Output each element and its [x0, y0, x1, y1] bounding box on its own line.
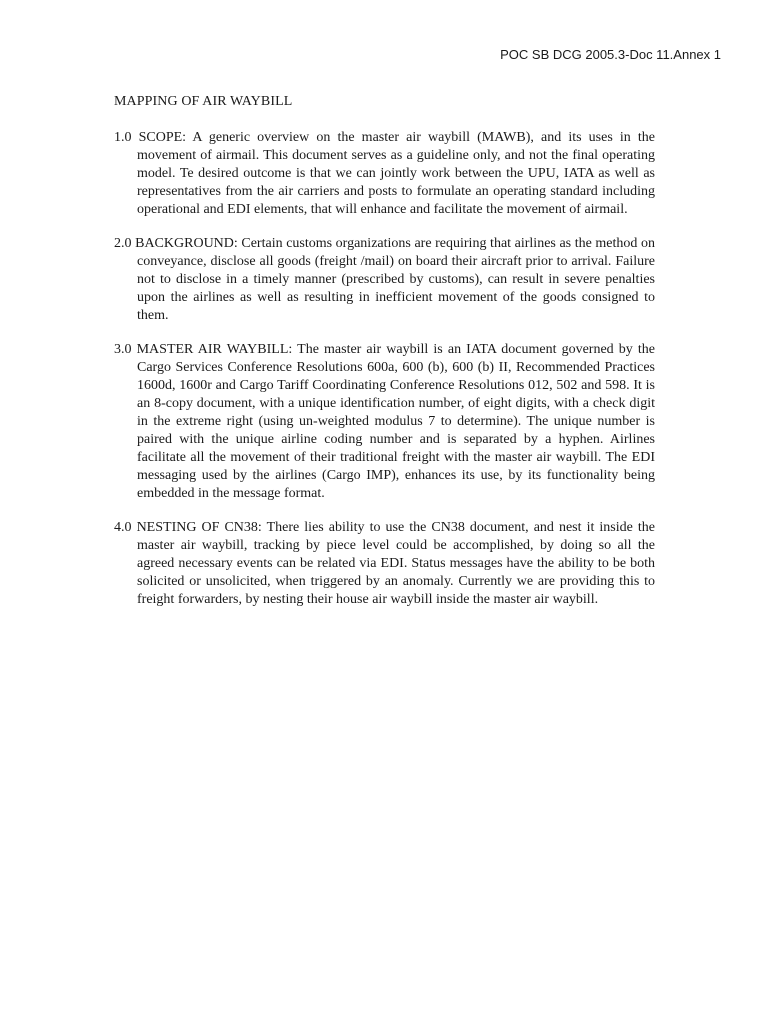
sections-list	[114, 129, 655, 625]
section-text: MASTER AIR WAYBILL: The master air waybill is an IATA document governed by the Cargo Services Conference Resolutions 600a, 600 (b), 600 (b) II, Recommended Practices 1600d, 1600r and Cargo Tariff Coordinating Conference Resolutions 012, 502 and 598. It is an 8-copy document, with a unique identification number, of eight digits, with a check digit in the extreme right (using un-weighted modulus 7 to determine). The unique number is paired with the unique airline coding number and is separated by a hyphen. Airlines facilitate all the movement of their traditional freight with the master air waybill. The EDI messaging used by the airlines (Cargo IMP), enhances its use, by its functionality being embedded in the message format.	[136, 342, 655, 501]
section-text: SCOPE: A generic overview on the master air waybill (MAWB), and its uses in the movement of airmail. This document serves as a guideline only, and not the final operating model. Te desired outcome is that we can jointly work between the UPU, IATA as well as representatives from the air carriers and posts to formulate an operating standard including operational and EDI elements, that will enhance and facilitate the movement of airmail.	[137, 130, 655, 217]
section-number: 3.0	[114, 342, 132, 357]
document-title: MAPPING OF AIR WAYBILL	[114, 94, 293, 109]
section-number: 1.0	[114, 130, 132, 145]
section-background	[114, 235, 655, 325]
section-number: 2.0	[114, 236, 132, 251]
section-scope	[114, 129, 655, 219]
section-text: NESTING OF CN38: There lies ability to use the CN38 document, and nest it inside the master air waybill, tracking by piece level could be accomplished, by doing so all the agreed necessary events can be related via EDI. Status messages have the ability to be both solicited or unsolicited, when triggered by an anomaly. Currently we are providing this to freight forwarders, by nesting their house air waybill inside the master air waybill.	[136, 520, 656, 607]
section-nesting-of-cn38	[114, 519, 655, 609]
header-reference: POC SB DCG 2005.3-Doc 11.Annex 1	[500, 47, 721, 62]
section-number: 4.0	[114, 520, 132, 535]
section-text: BACKGROUND: Certain customs organizations are requiring that airlines as the method on conveyance, disclose all goods (freight /mail) on board their aircraft prior to arrival. Failure not to disclose in a timely manner (prescribed by customs), can result in severe penalties upon the airlines as well as resulting in inefficient movement of the goods consigned to them.	[135, 236, 656, 323]
section-master-air-waybill	[114, 341, 655, 503]
